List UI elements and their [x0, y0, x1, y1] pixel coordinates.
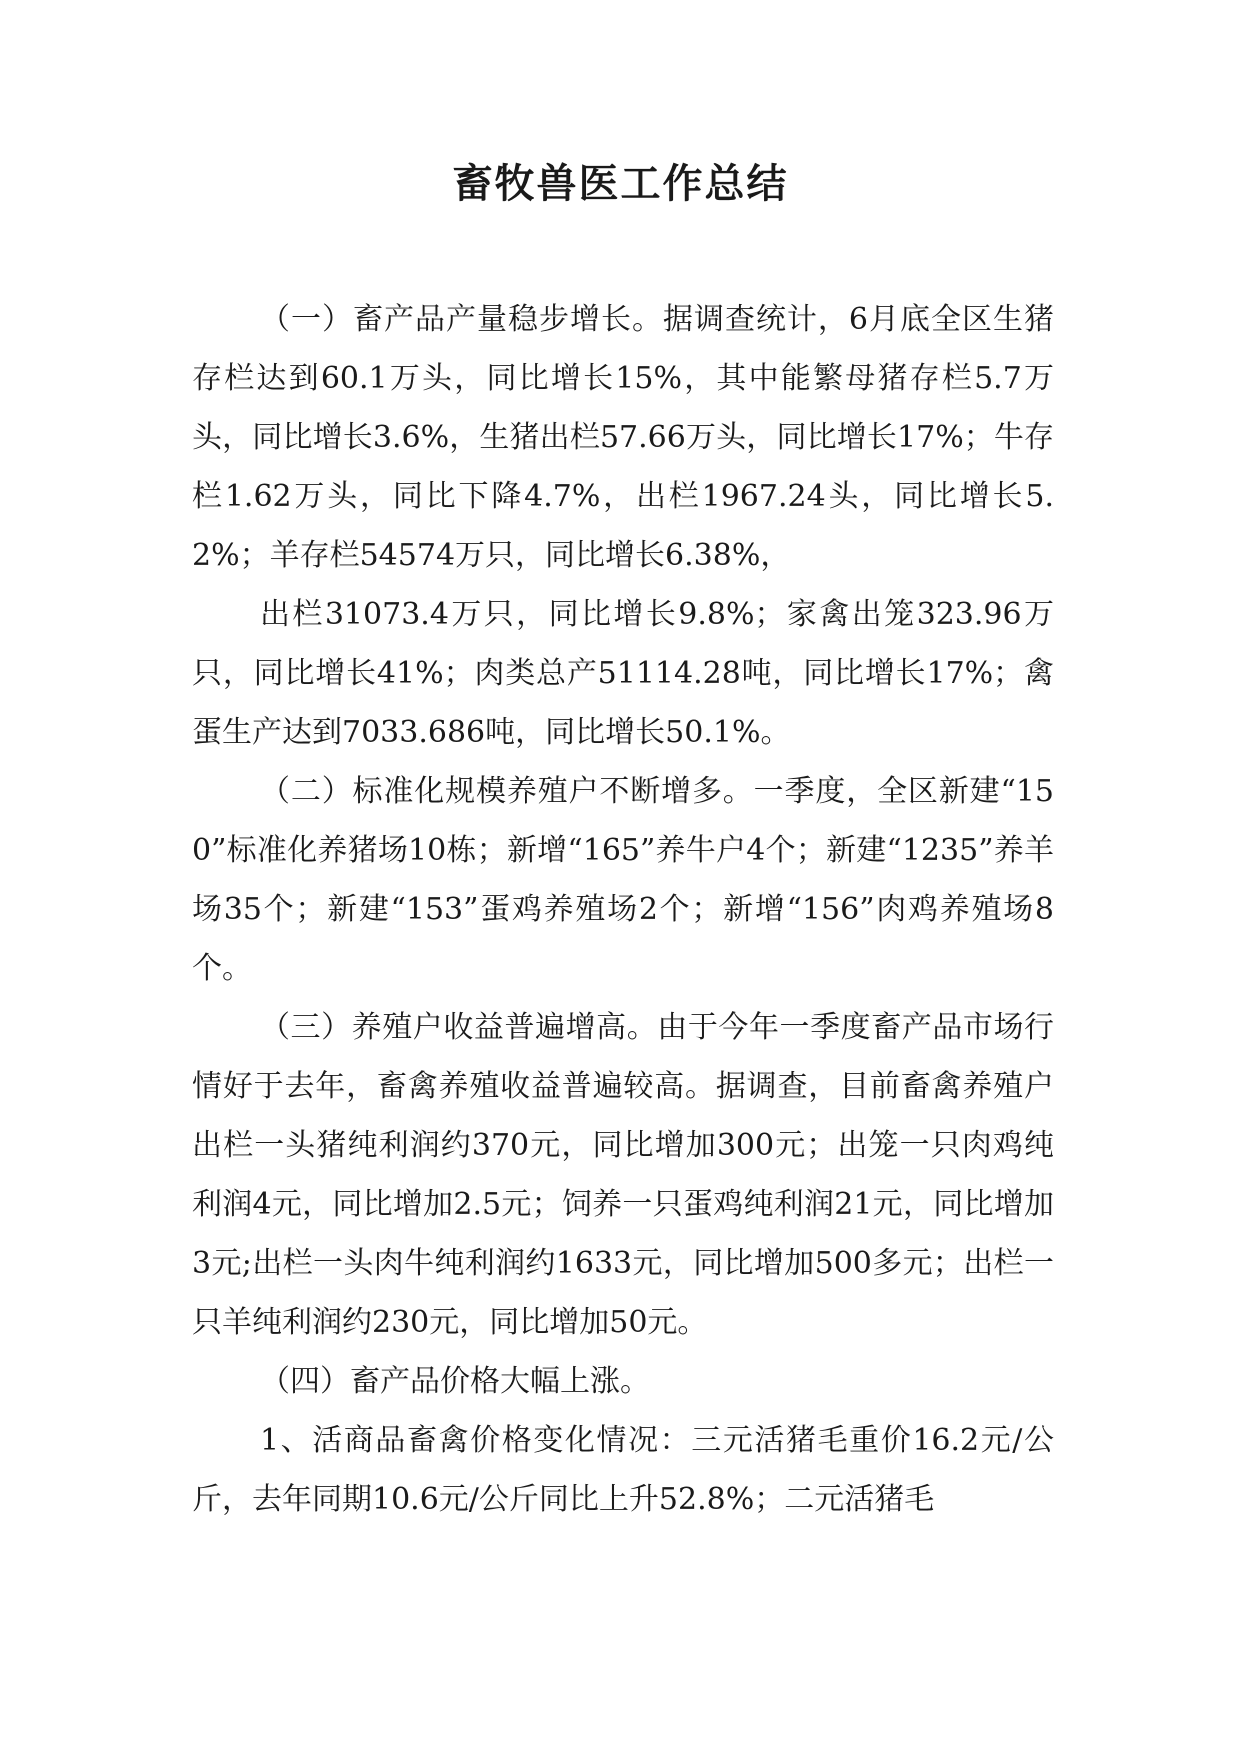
document-title: 畜牧兽医工作总结: [452, 161, 789, 207]
paragraph-live-price-changes: 1、活商品畜禽价格变化情况：三元活猪毛重价16.2元/公斤，去年同期10.6元/公斤同比上升52.8%；二元活猪毛: [192, 1423, 1054, 1517]
paragraph-livestock-output: （一）畜产品产量稳步增长。据调查统计，6月底全区生猪存栏达到60.1万头，同比增长15%，其中能繁母猪存栏5.7万头，同比增长3.6%，生猪出栏57.66万头，同比增长17%；牛存栏1.62万头，同比下降4.7%，出栏1967.24头，同比增长5.2%；羊存栏54574万只，同比增长6.38%，: [192, 302, 1054, 573]
paragraph-price-rise: （四）畜产品价格大幅上涨。: [260, 1364, 650, 1399]
paragraph-standardized-farms: （二）标准化规模养殖户不断增多。一季度，全区新建“150”标准化养猪场10栋；新增“165”养牛户4个；新建“1235”养羊场35个；新建“153”蛋鸡养殖场2个；新增“156”肉鸡养殖场8个。: [192, 774, 1054, 986]
paragraph-slaughter-output: 出栏31073.4万只，同比增长9.8%；家禽出笼323.96万只，同比增长41%；肉类总产51114.28吨，同比增长17%；禽蛋生产达到7033.686吨，同比增长50.1%。: [192, 597, 1054, 750]
paragraph-farmer-income: （三）养殖户收益普遍增高。由于今年一季度畜产品市场行情好于去年，畜禽养殖收益普遍较高。据调查，目前畜禽养殖户出栏一头猪纯利润约370元，同比增加300元；出笼一只肉鸡纯利润4元，同比增加2.5元；饲养一只蛋鸡纯利润21元，同比增加3元;出栏一头肉牛纯利润约1633元，同比增加500多元；出栏一只羊纯利润约230元，同比增加50元。: [192, 1010, 1054, 1340]
document-body: [192, 290, 1054, 1529]
